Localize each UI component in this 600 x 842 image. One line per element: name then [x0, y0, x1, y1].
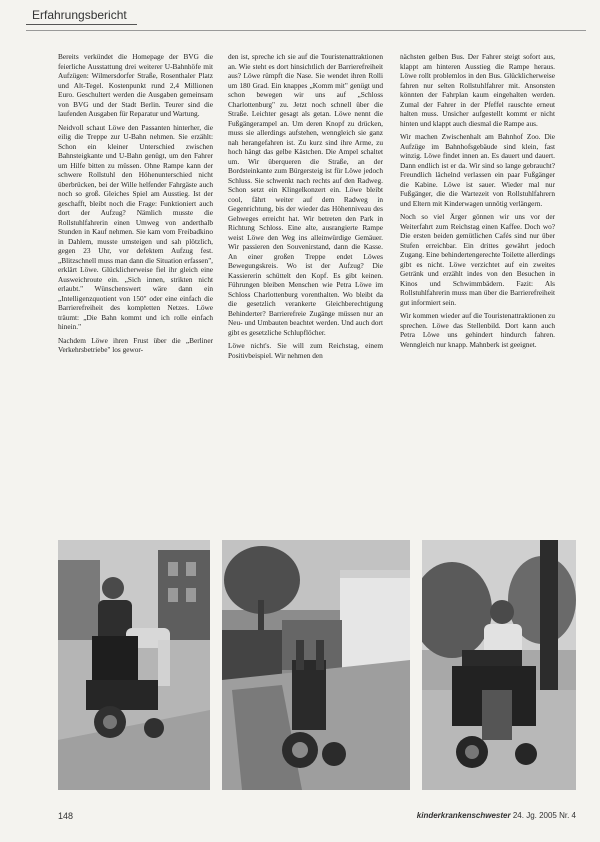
paragraph: Nachdem Löwe ihren Frust über die „Berliner Verkehrsbetriebe" los gewor-: [58, 335, 213, 354]
paragraph: Noch so viel Ärger gönnen wir uns vor der Weiterfahrt zum Reichstag einen Kaffee. Doch wo? Die ersten beiden gemütlichen Cafés sind nur über Stufen erreichbar. Ein drittes gewährt jedoch Zugang. Eine behindertengerechte Toilette allerdings gibt es nicht. Löwe verzichtet auf ein zweites Getränk und erzählt indes von den Besuchen in Kinos und Schwimmbädern. Fazit: Als Rollstuhlfahrerin muss man über die Barrierefreiheit gut informiert sein.: [400, 212, 555, 307]
section-label: Erfahrungsbericht: [26, 6, 137, 25]
page-footer: [0, 802, 600, 828]
paragraph: Wir machen Zwischenhalt am Bahnhof Zoo. Die Aufzüge im Bahnhofsgebäude sind klein, fast winzig. Löwe findet innen an. Es dauert und dauert. Dann endlich ist er da. Wir sind so lange gebraucht? Freundlich lächelnd verlassen ein paar Fußgänger die Kabine. Löwe ist sauer. Wieder mal nur Fußgänger, die die Wartezeit von Rollstuhlfahrern und Eltern mit Kinderwagen unnötig verlängern.: [400, 132, 555, 208]
article-body: [58, 52, 578, 520]
paragraph: Bereits verkündet die Homepage der BVG die feierliche Ausstattung drei weiterer U-Bahnhöfe mit Aufzügen: Wilmersdorfer Straße, Rosenthaler Platz und Alt-Tegel. Kostenpunkt rund 2,4 Millionen Euro. Geschultert werden die Ausgaben gemeinsam von BVG und der Stadt Berlin. Teurer sind die laufenden Ausgaben für Reparatur und Wartung.: [58, 52, 213, 118]
photo-wheelchair-pole: [422, 540, 576, 790]
photo-strip: [58, 540, 576, 790]
page-number: 148: [58, 811, 74, 821]
photo-wheelchair-street: [58, 540, 210, 790]
article-column-1: [58, 52, 213, 520]
header-rule: [26, 30, 586, 31]
article-column-2: [228, 52, 383, 520]
paragraph: nächsten gelben Bus. Der Fahrer steigt sofort aus, klappt am hinteren Ausstieg die Rampe heraus. Löwe rollt problemlos in den Bus. Glücklicherweise fahren nur selten Rollstuhlfahrer mit. Ansonsten könnten der Fahrplan kaum eingehalten werden. Zumal der Fahrer in der Pfeffel rauschte erneut halten muss. Unsicher aufgestellt kommt er nicht hinten und klappt auch diesmal die Rampe aus.: [400, 52, 555, 128]
photo-wheelchair-pavement: [222, 540, 410, 790]
paragraph: den ist, spreche ich sie auf die Touristenattraktionen an. Wie steht es dort hinsichtlich der Barrierefreiheit aus? Löwe rümpft die Nase. Sie wendet ihren Rolli um 180 Grad. Ein knappes „Komm mit" genügt und schon bewegen wir uns auf „Schloss Charlottenburg" zu. Jetzt noch schnell über die Straße. Leichter gesagt als getan. Löwe nennt die Fußgängerampel an. Um deren Knopf zu drücken, muss sie allerdings aufstehen, wenngleich sie ganz nah herangefahren ist. Zu kurz sind ihre Arme, zu hoch hängt das gelbe Kästchen. Die Ampel schaltet um. Wir überqueren die Straße, an der Bordsteinkante zum Bürgersteig ist für Löwe jedoch Schluss. Sie schwenkt nach rechts auf den Radweg. Schon setzt ein Klingelkonzert ein. Löwe bleibt cool, fährt weiter auf dem Radweg in Gegenrichtung, bis der wieder das Höhenniveau des Gehweges erreicht hat. Wir betreten den Park in Richtung Schloss. Eine alte, ausrangierte Rampe weist Löwe den Weg ins alleinwürdige Gemäuer. Wir passieren den Souvenirstand, dann die Kasse. An einer großen Treppe endet Löwes Bewegungskreis. Wo ist der Aufzug? Die Kassiererin schüttelt den Kopf. Es gibt keinen. Führungen bleiben Menschen wie Petra Löwe im Schloss Charlottenburg vorenthalten. Wo bleibt da die gesetzlich verankerte Gleichberechtigung Behinderter? Barrierefreie Zugänge müssen nur an Neu- und Umbauten beachtet werden. Und auch dort gibt es gesetzliche Schlupflöcher.: [228, 52, 383, 337]
paragraph: Neidvoll schaut Löwe den Passanten hinterher, die eilig die Treppe zur U-Bahn nehmen. Sie erzählt: Schon ein kleiner Unterschied zwischen Bahnsteigkante und U-Bahn genügt, um den Fahrer um Hilfe bitten zu müssen. Ohne Rampe kann der schwere Rollstuhl den Höhenunterschied nicht überbrücken, bei der Wille helfender Fahrgäste auch noch so groß. Gleiches Spiel am Ausstieg. Ist der geschafft, bleibt noch die Frage: Funktioniert auch dort der Aufzug? Nämlich musste die Rollstuhlfahrerin einen Umweg von anderthalb Stunden in Kauf nehmen. Sie kam vom Freibadkino in Dahlem, musste umsteigen und sah plötzlich, gegen 23 Uhr, vor defektem Aufzug fest. „Blitzschnell muss man dann die Situation erfassen", erklärt Löwe. Glücklicherweise fiel ihr gleich eine Ausweichroute ein. „Sich innen, strikten nicht erlaubt." Wünschenswert wäre dann ein „Intelligenzquotient von 150" oder eine einfach die Barrierefreiheit des kompletten Netzes. Löwe träumt: „Die Bahn kommt und ich rolle einfach hinein.": [58, 122, 213, 331]
magazine-title: kinderkrankenschwester: [416, 811, 511, 820]
magazine-issue: 24. Jg. 2005 Nr. 4: [512, 811, 576, 820]
paragraph: Wir kommen wieder auf die Touristenattraktionen zu sprechen. Löwe das Stellenbild. Dort kann auch Petra Löwe uns gehindert hindurch fahren. Wenngleich nur knapp. Mahnberk ist geeignet.: [400, 311, 555, 349]
page-header: [0, 6, 600, 28]
paragraph: Löwe nicht's. Sie will zum Reichstag, einem Positivbeispiel. Wir nehmen den: [228, 341, 383, 360]
magazine-credit: [417, 811, 576, 820]
article-column-3: [400, 52, 555, 520]
